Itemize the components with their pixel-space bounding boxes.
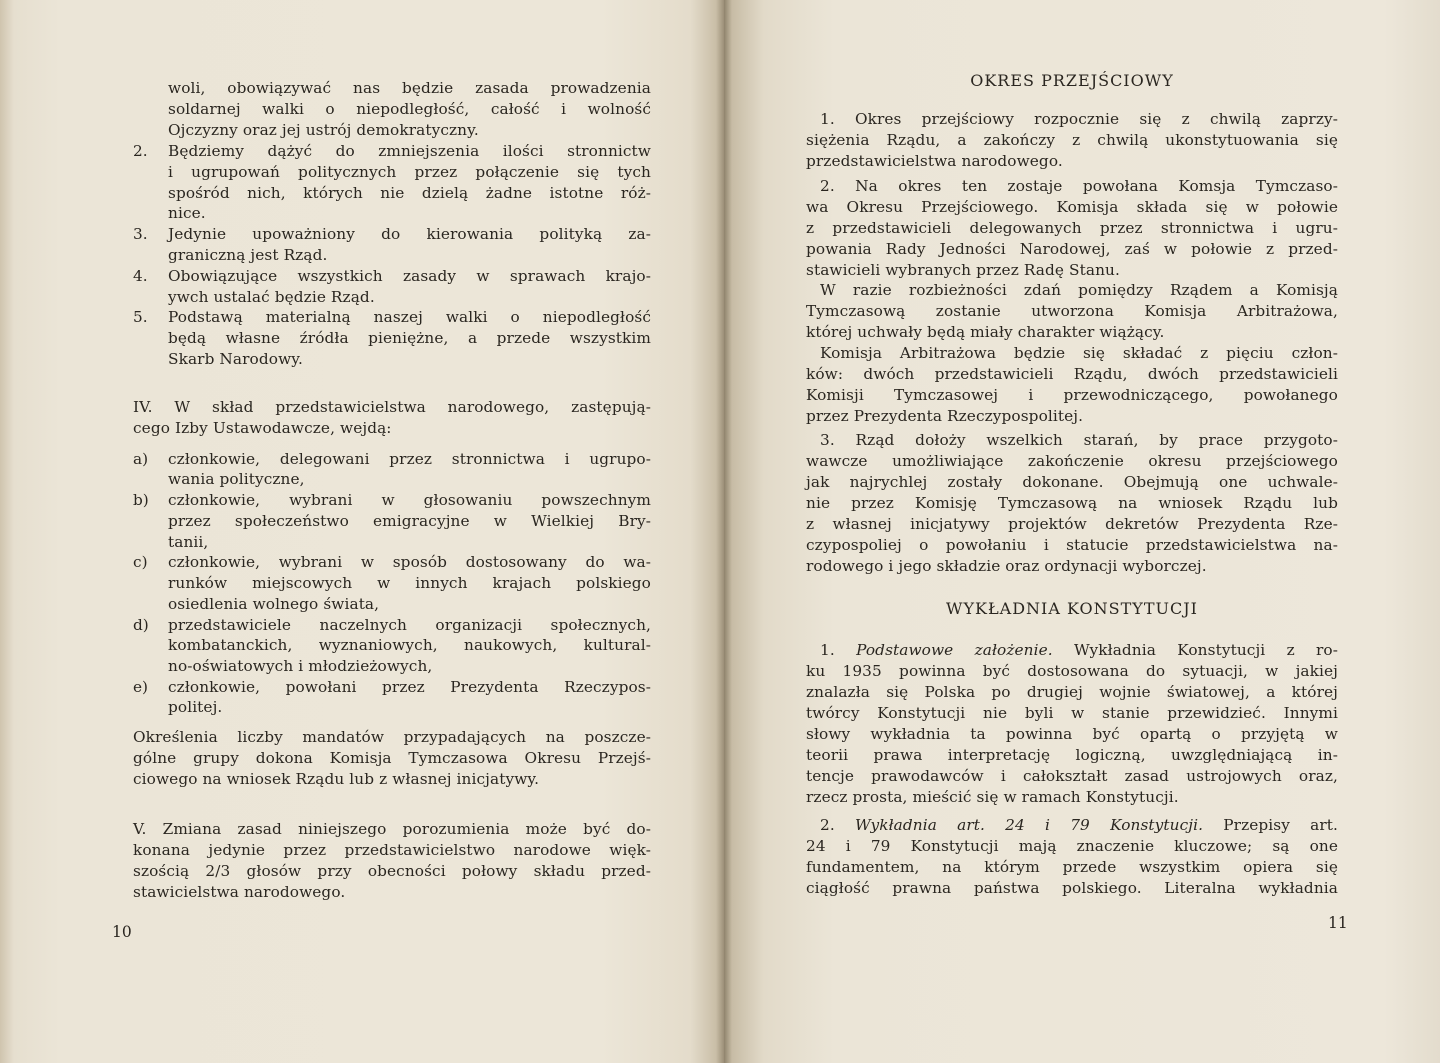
list-marker: d) [133,616,149,634]
text-line: członkowie, delegowani przez stronnictwa i ugrupo- [168,450,651,468]
list-marker: c) [133,553,148,571]
list-marker: 5. [133,308,148,326]
list-marker: 2. [133,142,148,160]
text-line: teorii prawa interpretację logiczną, uwzględniającą in- [806,746,1338,764]
text-line: politej. [168,698,223,716]
text-line: przez Prezydenta Rzeczypospolitej. [806,407,1084,425]
page-number-right: 11 [1328,914,1348,932]
text-line: rzecz prosta, mieścić się w ramach Konstytucji. [806,788,1179,806]
text-line: ku 1935 powinna być dostosowana do sytuacji, w jakiej [806,662,1338,680]
text-line: członkowie, wybrani w sposób dostosowany do wa- [168,553,651,571]
text-line: soldarnej walki o niepodległość, całość i wolność [168,100,651,118]
list-marker: 4. [133,267,148,285]
text-line: tencje prawodawców i całokształt zasad ustrojowych oraz, [806,767,1338,785]
text-line: szością 2/3 głosów przy obecności połowy składu przed- [133,862,651,880]
text-line: ywch ustalać będzie Rząd. [168,288,375,306]
text-line: woli, obowiązywać nas będzie zasada prowadzenia [168,79,651,97]
text-line: osiedlenia wolnego świata, [168,595,380,613]
text-line: przez społeczeństwo emigracyjne w Wielkiej Bry- [168,512,651,530]
italic-subheading: Wykładnia art. 24 i 79 Konstytucji. [855,816,1204,834]
list-marker: b) [133,491,149,509]
text-line: no-oświatowych i młodzieżowych, [168,657,433,675]
paragraph-number: 1. [820,641,857,659]
text-line: słowy wykładnia ta powinna być opartą o przyjętą w [806,725,1338,743]
text-line: ciągłość prawna państwa polskiego. Literalna wykładnia [806,879,1338,897]
text-line: której uchwały będą miały charakter wiążący. [806,323,1165,341]
text-line: przedstawiciele naczelnych organizacji społecznych, [168,616,651,634]
text-line: 2. Na okres ten zostaje powołana Komsja Tymczaso- [820,177,1338,195]
text-line: wania polityczne, [168,470,305,488]
text-line: runków miejscowych w innych krajach polskiego [168,574,651,592]
text-line: Tymczasową zostanie utworzona Komisja Arbitrażowa, [806,302,1338,320]
text-line: 24 i 79 Konstytucji mają znaczenie kluczowe; są one [806,837,1338,855]
text-line: Komisja Arbitrażowa będzie się składać z pięciu człon- [820,344,1338,362]
list-marker: 3. [133,225,148,243]
text-line [820,640,1338,660]
text-line: wawcze umożliwiające zakończenie okresu przejściowego [806,452,1338,470]
text-line: Ojczyzny oraz jej ustrój demokratyczny. [168,121,479,139]
text-line: przedstawicielstwa narodowego. [806,152,1063,170]
text-line: twórcy Konstytucji nie byli w stanie przewidzieć. Innymi [806,704,1338,722]
section-heading-okres-przejsciowy: OKRES PRZEJŚCIOWY [970,71,1174,90]
text-line: czypospoliej o powołaniu i statucie przedstawicielstwa na- [806,536,1338,554]
text-line: nie przez Komisję Tymczasową na wniosek Rządu lub [806,494,1338,512]
text-line: z przedstawicieli delegowanych przez stronnictwa i ugru- [806,219,1338,237]
text-line: gólne grupy dokona Komisja Tymczasowa Okresu Przejś- [133,749,651,767]
text-line: będą własne źródła pieniężne, a przede wszystkim [168,329,651,347]
text-line: Komisji Tymczasowej i przewodniczącego, powołanego [806,386,1338,404]
text-line: V. Zmiana zasad niniejszego porozumienia może być do- [133,820,651,838]
text-line: IV. W skład przedstawicielstwa narodowego, zastępują- [133,398,651,416]
text-line: stawicieli wybranych przez Radę Stanu. [806,261,1120,279]
text-line: cego Izby Ustawodawcze, wejdą: [133,419,392,437]
text-line: kombatanckich, wyznaniowych, naukowych, kultural- [168,636,651,654]
text-line: 3. Rząd dołoży wszelkich starań, by prace przygoto- [820,431,1338,449]
text-line: Obowiązujące wszystkich zasady w sprawach krajo- [168,267,651,285]
text-line: Podstawą materialną naszej walki o niepodległość [168,308,651,326]
text-line: znalazła się Polska po drugiej wojnie światowej, a której [806,683,1338,701]
text-line: członkowie, wybrani w głosowaniu powszechnym [168,491,651,509]
text-line: Skarb Narodowy. [168,350,303,368]
text-line: spośród nich, których nie dzielą żadne istotne róż- [168,184,651,202]
text-line: fundamentem, na którym przede wszystkim opiera się [806,858,1338,876]
text-line: W razie rozbieżności zdań pomiędzy Rządem a Komisją [820,281,1338,299]
line-text: Wykładnia Konstytucji z ro- [1052,641,1339,659]
page-number-left: 10 [112,923,132,941]
text-line: siężenia Rządu, a zakończy z chwilą ukonstytuowania się [806,131,1338,149]
text-line: Określenia liczby mandatów przypadających na poszcze- [133,728,651,746]
list-marker: a) [133,450,149,468]
text-line: nice. [168,204,206,222]
text-line: i ugrupowań politycznych przez połączenie się tych [168,163,651,181]
text-line: graniczną jest Rząd. [168,246,328,264]
text-line: tanii, [168,533,209,551]
text-line: stawicielstwa narodowego. [133,883,346,901]
list-marker: e) [133,678,149,696]
text-line: jak najrychlej zostały dokonane. Obejmują one uchwale- [806,473,1338,491]
section-heading-wykladnia-konstytucji: WYKŁADNIA KONSTYTUCJI [946,599,1198,618]
text-line: rodowego i jego składzie oraz ordynacji wyborczej. [806,557,1207,575]
line-text: Przepisy art. [1203,816,1338,834]
text-line: ciowego na wniosek Rządu lub z własnej inicjatywy. [133,770,540,788]
text-line: członkowie, powołani przez Prezydenta Rzeczypos- [168,678,651,696]
text-line: ków: dwóch przedstawicieli Rządu, dwóch przedstawicieli [806,365,1338,383]
text-line: 1. Okres przejściowy rozpocznie się z chwilą zaprzy- [820,110,1338,128]
text-line: Jedynie upoważniony do kierowania polityką za- [168,225,651,243]
italic-subheading: Podstawowe założenie. [856,641,1053,659]
text-line: z własnej inicjatywy projektów dekretów Prezydenta Rze- [806,515,1338,533]
text-line: wa Okresu Przejściowego. Komisja składa się w połowie [806,198,1338,216]
text-line: konana jedynie przez przedstawicielstwo narodowe więk- [133,841,651,859]
text-line: Będziemy dążyć do zmniejszenia ilości stronnictw [168,142,651,160]
text-line [820,815,1338,835]
text-line: powania Rady Jedności Narodowej, zaś w połowie z przed- [806,240,1338,258]
paragraph-number: 2. [820,816,855,834]
